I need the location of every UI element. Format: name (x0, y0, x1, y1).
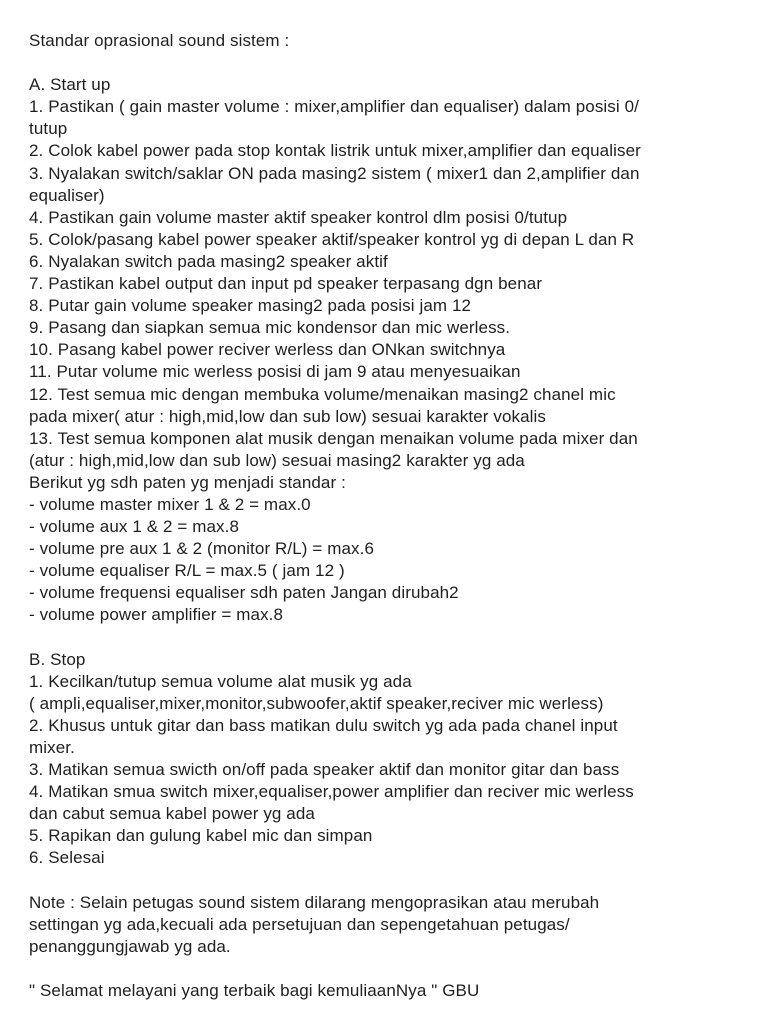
start-up-line: Berikut yg sdh paten yg menjadi standar : (29, 472, 346, 492)
start-up-line: 4. Pastikan gain volume master aktif speaker kontrol dlm posisi 0/tutup (29, 207, 568, 227)
document-body (29, 30, 749, 1002)
stop-line: mixer. (29, 738, 75, 757)
start-up-line: 2. Colok kabel power pada stop kontak listrik untuk mixer,amplifier dan equaliser (29, 141, 641, 161)
standard-setting: - volume master mixer 1 & 2 = max.0 (29, 494, 311, 514)
start-up-heading: A. Start up (29, 75, 111, 95)
stop-line: 2. Khusus untuk gitar dan bass matikan dulu switch yg ada pada chanel input (29, 715, 618, 735)
standard-setting: - volume equaliser R/L = max.5 ( jam 12 ) (29, 561, 345, 581)
spacer (29, 52, 749, 74)
stop-line: 3. Matikan semua swicth on/off pada speaker aktif dan monitor gitar dan bass (29, 760, 620, 780)
note-line: Note : Selain petugas sound sistem dilarang mengoprasikan atau merubah (29, 892, 600, 912)
start-up-line: 1. Pastikan ( gain master volume : mixer,amplifier dan equaliser) dalam posisi 0/ (29, 97, 639, 117)
start-up-line: tutup (29, 119, 68, 139)
start-up-line: 8. Putar gain volume speaker masing2 pada posisi jam 12 (29, 296, 472, 316)
start-up-line: pada mixer( atur : high,mid,low dan sub low) sesuai karakter vokalis (29, 406, 547, 426)
start-up-line: 5. Colok/pasang kabel power speaker aktif/speaker kontrol yg di depan L dan R (29, 229, 635, 249)
standard-setting: - volume power amplifier = max.8 (29, 605, 284, 625)
start-up-line: 12. Test semua mic dengan membuka volume/menaikan masing2 chanel mic (29, 384, 616, 404)
start-up-line: 10. Pasang kabel power reciver werless dan ONkan switchnya (29, 340, 506, 360)
stop-line: 4. Matikan smua switch mixer,equaliser,power amplifier dan reciver mic werless (29, 782, 634, 802)
start-up-line: (atur : high,mid,low dan sub low) sesuai masing2 karakter yg ada (29, 450, 525, 470)
note-line: penanggungjawab yg ada. (29, 936, 231, 956)
note-line: settingan yg ada,kecuali ada persetujuan dan sepengetahuan petugas/ (29, 914, 570, 934)
stop-line: ( ampli,equaliser,mixer,monitor,subwoofer,aktif speaker,reciver mic werless) (29, 693, 604, 713)
stop-line: dan cabut semua kabel power yg ada (29, 804, 315, 824)
start-up-line: 3. Nyalakan switch/saklar ON pada masing2 sistem ( mixer1 dan 2,amplifier dan (29, 163, 640, 183)
spacer (29, 627, 749, 649)
start-up-line: equaliser) (29, 185, 105, 205)
spacer (29, 958, 749, 980)
stop-line: 5. Rapikan dan gulung kabel mic dan simpan (29, 826, 373, 846)
document-title: Standar oprasional sound sistem : (29, 31, 290, 50)
start-up-line: 13. Test semua komponen alat musik dengan menaikan volume pada mixer dan (29, 428, 638, 448)
stop-line: 6. Selesai (29, 848, 105, 868)
start-up-line: 7. Pastikan kabel output dan input pd speaker terpasang dgn benar (29, 274, 543, 294)
stop-line: 1. Kecilkan/tutup semua volume alat musik yg ada (29, 671, 412, 691)
closing-line: " Selamat melayani yang terbaik bagi kemuliaanNya " GBU (29, 981, 480, 1001)
stop-heading: B. Stop (29, 649, 86, 669)
start-up-line: 11. Putar volume mic werless posisi di jam 9 atau menyesuaikan (29, 362, 521, 382)
spacer (29, 870, 749, 892)
start-up-line: 9. Pasang dan siapkan semua mic kondensor dan mic werless. (29, 318, 511, 338)
standard-setting: - volume pre aux 1 & 2 (monitor R/L) = max.6 (29, 539, 375, 559)
standard-setting: - volume aux 1 & 2 = max.8 (29, 517, 240, 537)
standard-setting: - volume frequensi equaliser sdh paten Jangan dirubah2 (29, 583, 459, 603)
start-up-line: 6. Nyalakan switch pada masing2 speaker aktif (29, 251, 388, 271)
